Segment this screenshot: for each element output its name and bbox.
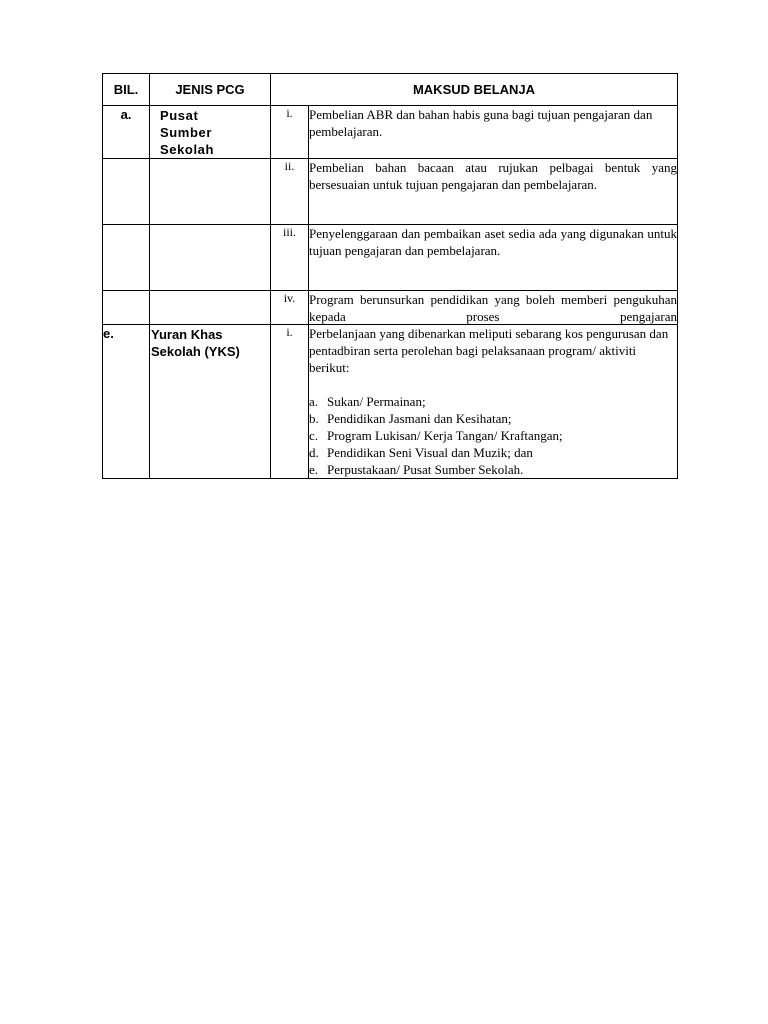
item-description [309,325,678,479]
list-marker: c. [309,428,319,443]
empty-cell [150,291,271,325]
item-description: Penyelenggaraan dan pembaikan aset sedia ada yang digunakan untuk tujuan pengajaran dan pembelajaran. [309,225,678,291]
jenis-line: Sumber [160,125,213,140]
item-description [309,291,678,325]
list-text: Sukan/ Permainan; [327,394,426,409]
list-item [309,393,677,410]
jenis-pcg-cell [150,106,271,159]
item-description: Pembelian ABR dan bahan habis guna bagi tujuan pengajaran dan pembelajaran. [309,106,678,159]
item-number: i. [271,106,309,159]
list-marker: e. [309,462,319,477]
header-jenis-pcg: JENIS PCG [150,74,271,106]
item-description: Pembelian bahan bacaan atau rujukan pelbagai bentuk yang bersesuaian untuk tujuan pengajaran dan pembelajaran. [309,159,678,225]
activity-list [309,393,677,478]
empty-cell [103,225,150,291]
list-item [309,444,677,461]
list-item [309,461,677,478]
table-row [103,106,678,159]
header-maksud-belanja: MAKSUD BELANJA [271,74,678,106]
table-row [103,325,678,479]
empty-cell [103,291,150,325]
list-item [309,410,677,427]
list-marker: b. [309,411,319,426]
jenis-line: Sekolah (YKS) [151,344,240,359]
list-text: Program Lukisan/ Kerja Tangan/ Kraftangan; [327,428,563,443]
item-description-text: Program berunsurkan pendidikan yang boleh memberi pengukuhan kepada proses pengajaran [309,292,677,324]
jenis-line: Yuran Khas [151,327,223,342]
list-text: Perpustakaan/ Pusat Sumber Sekolah. [327,462,524,477]
empty-cell [150,225,271,291]
jenis-line: Pusat [160,108,199,123]
item-number: ii. [271,159,309,225]
list-item [309,427,677,444]
header-row [103,74,678,106]
bil-cell: e. [103,325,150,479]
table-row [103,159,678,225]
item-intro: Perbelanjaan yang dibenarkan meliputi sebarang kos pengurusan dan pentadbiran serta perolehan bagi pelaksanaan program/ aktiviti berikut: [309,326,669,375]
table-row [103,291,678,325]
jenis-pcg-cell [150,325,271,479]
table-row [103,225,678,291]
list-text: Pendidikan Jasmani dan Kesihatan; [327,411,512,426]
pcg-table [102,73,678,479]
bil-cell: a. [103,106,150,159]
item-number: i. [271,325,309,479]
list-text: Pendidikan Seni Visual dan Muzik; dan [327,445,533,460]
list-marker: d. [309,445,319,460]
item-number: iii. [271,225,309,291]
item-number: iv. [271,291,309,325]
header-bil: BIL. [103,74,150,106]
list-marker: a. [309,394,319,409]
empty-cell [150,159,271,225]
jenis-line: Sekolah [160,142,215,157]
empty-cell [103,159,150,225]
